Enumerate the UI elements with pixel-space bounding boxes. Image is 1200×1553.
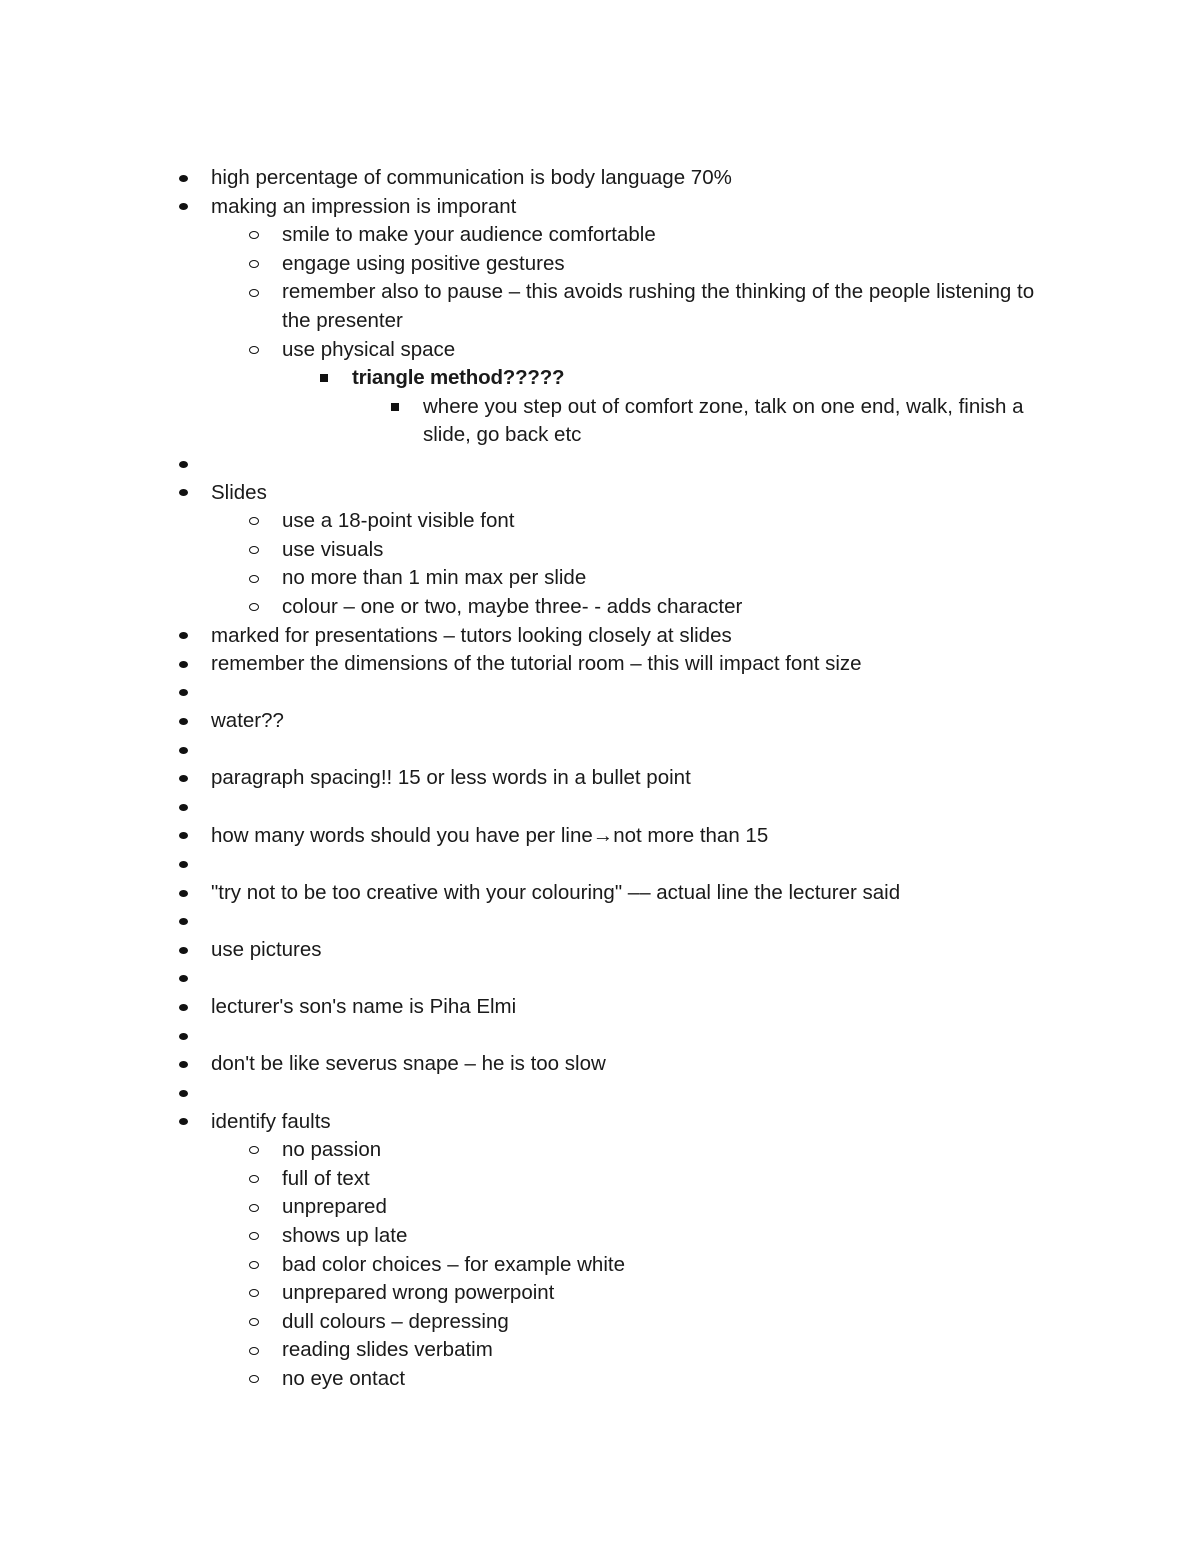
bullet-marker-icon	[177, 850, 189, 879]
list-item-text: triangle method?????	[352, 366, 565, 390]
list-item	[0, 336, 1200, 365]
list-item-text: how many words should you have per line→not more than 15	[211, 823, 769, 847]
list-item-text: high percentage of communication is body language 70%	[211, 166, 732, 189]
list-item-text: bad color choices – for example white	[282, 1252, 625, 1276]
bullet-marker-icon	[248, 593, 260, 622]
list-item	[0, 593, 1200, 622]
bullet-marker-icon	[248, 1336, 260, 1365]
bullet-marker-icon	[248, 1165, 260, 1194]
list-item-text: no passion	[282, 1138, 382, 1162]
bullet-marker-icon	[248, 507, 260, 536]
list-item	[0, 736, 1200, 765]
bullet-marker-icon	[177, 764, 189, 793]
bullet-marker-icon	[248, 536, 260, 565]
list-item	[0, 936, 1200, 965]
list-item	[0, 393, 1200, 450]
list-item	[0, 1136, 1200, 1165]
bullet-marker-icon	[177, 936, 189, 965]
document-body	[0, 164, 1200, 1394]
list-item-text: marked for presentations – tutors looking closely at slides	[211, 623, 732, 647]
bullet-marker-icon	[248, 221, 260, 250]
bullet-marker-icon	[177, 650, 189, 679]
list-item	[0, 850, 1200, 879]
bullet-marker-icon	[177, 879, 189, 908]
list-item	[0, 1308, 1200, 1337]
list-item-text: don't be like severus snape – he is too slow	[211, 1052, 606, 1076]
bullet-marker-icon	[177, 1079, 189, 1108]
list-item	[0, 278, 1200, 335]
bullet-marker-icon	[177, 1050, 189, 1079]
list-item-text: lecturer's son's name is Piha Elmi	[211, 995, 517, 1019]
bullet-marker-icon	[177, 965, 189, 994]
bullet-marker-icon	[248, 1193, 260, 1222]
list-item	[0, 450, 1200, 479]
list-item-text: remember also to pause – this avoids rushing the thinking of the people listening to the presenter	[282, 280, 1035, 332]
list-item-text: reading slides verbatim	[282, 1338, 493, 1362]
list-item	[0, 1251, 1200, 1280]
bullet-marker-icon	[248, 1279, 260, 1308]
bullet-marker-icon	[177, 707, 189, 736]
list-item	[0, 679, 1200, 708]
list-item	[0, 250, 1200, 279]
list-item-text: Slides	[211, 480, 267, 504]
bullet-marker-icon	[389, 393, 401, 422]
list-item	[0, 193, 1200, 222]
list-item-text: engage using positive gestures	[282, 251, 565, 275]
list-item	[0, 479, 1200, 508]
bullet-marker-icon	[318, 364, 330, 393]
list-item	[0, 536, 1200, 565]
bullet-marker-icon	[248, 278, 260, 307]
list-item	[0, 907, 1200, 936]
list-item	[0, 221, 1200, 250]
bullet-marker-icon	[177, 679, 189, 708]
list-item-text: use pictures	[211, 938, 322, 962]
list-item-text: use visuals	[282, 537, 384, 561]
list-item	[0, 1365, 1200, 1394]
list-item	[0, 1108, 1200, 1137]
list-item-text: "try not to be too creative with your colouring" –– actual line the lecturer said	[211, 880, 901, 904]
bullet-marker-icon	[177, 622, 189, 651]
list-item	[0, 1165, 1200, 1194]
list-item-text: shows up late	[282, 1223, 408, 1247]
bullet-marker-icon	[177, 1108, 189, 1137]
bullet-marker-icon	[177, 1022, 189, 1051]
bullet-marker-icon	[248, 1222, 260, 1251]
list-item-text: unprepared wrong powerpoint	[282, 1281, 555, 1305]
bullet-marker-icon	[177, 450, 189, 479]
bullet-marker-icon	[248, 336, 260, 365]
list-item	[0, 822, 1200, 851]
list-item-text: where you step out of comfort zone, talk on one end, walk, finish a slide, go back etc	[423, 394, 1024, 447]
list-item	[0, 1336, 1200, 1365]
list-item-text: use physical space	[282, 337, 456, 361]
list-item	[0, 164, 1200, 193]
list-item	[0, 1279, 1200, 1308]
list-item	[0, 1050, 1200, 1079]
list-item	[0, 707, 1200, 736]
list-item	[0, 879, 1200, 908]
bullet-marker-icon	[248, 564, 260, 593]
list-item-text: unprepared	[282, 1195, 387, 1219]
list-item	[0, 1193, 1200, 1222]
list-item-text: water??	[211, 709, 284, 733]
list-item	[0, 1079, 1200, 1108]
list-item	[0, 793, 1200, 822]
list-item	[0, 364, 1200, 393]
list-item	[0, 564, 1200, 593]
list-item	[0, 1222, 1200, 1251]
list-item-text: smile to make your audience comfortable	[282, 223, 656, 247]
list-item-text: dull colours – depressing	[282, 1309, 509, 1333]
list-item-text: making an impression is imporant	[211, 194, 517, 218]
bullet-marker-icon	[177, 822, 189, 851]
bullet-marker-icon	[248, 1251, 260, 1280]
list-item	[0, 764, 1200, 793]
list-item-text: no eye ontact	[282, 1366, 406, 1390]
bullet-marker-icon	[177, 193, 189, 222]
bullet-marker-icon	[177, 793, 189, 822]
bullet-marker-icon	[248, 1365, 260, 1394]
list-item	[0, 507, 1200, 536]
list-item	[0, 965, 1200, 994]
bullet-marker-icon	[248, 1136, 260, 1165]
list-item-text: colour – one or two, maybe three- - adds character	[282, 594, 743, 618]
bullet-marker-icon	[177, 736, 189, 765]
list-item-text: use a 18-point visible font	[282, 509, 515, 533]
list-item-text: identify faults	[211, 1109, 331, 1133]
list-item-text: remember the dimensions of the tutorial room – this will impact font size	[211, 652, 862, 676]
bullet-marker-icon	[177, 993, 189, 1022]
list-item	[0, 650, 1200, 679]
list-item-text: full of text	[282, 1166, 370, 1190]
bullet-marker-icon	[248, 1308, 260, 1337]
bullet-marker-icon	[177, 907, 189, 936]
bullet-marker-icon	[248, 250, 260, 279]
bullet-marker-icon	[177, 479, 189, 508]
list-item	[0, 1022, 1200, 1051]
list-item-text: no more than 1 min max per slide	[282, 566, 587, 590]
list-item-text: paragraph spacing!! 15 or less words in a bullet point	[211, 766, 691, 790]
list-item	[0, 622, 1200, 651]
bullet-marker-icon	[177, 164, 189, 193]
list-item	[0, 993, 1200, 1022]
